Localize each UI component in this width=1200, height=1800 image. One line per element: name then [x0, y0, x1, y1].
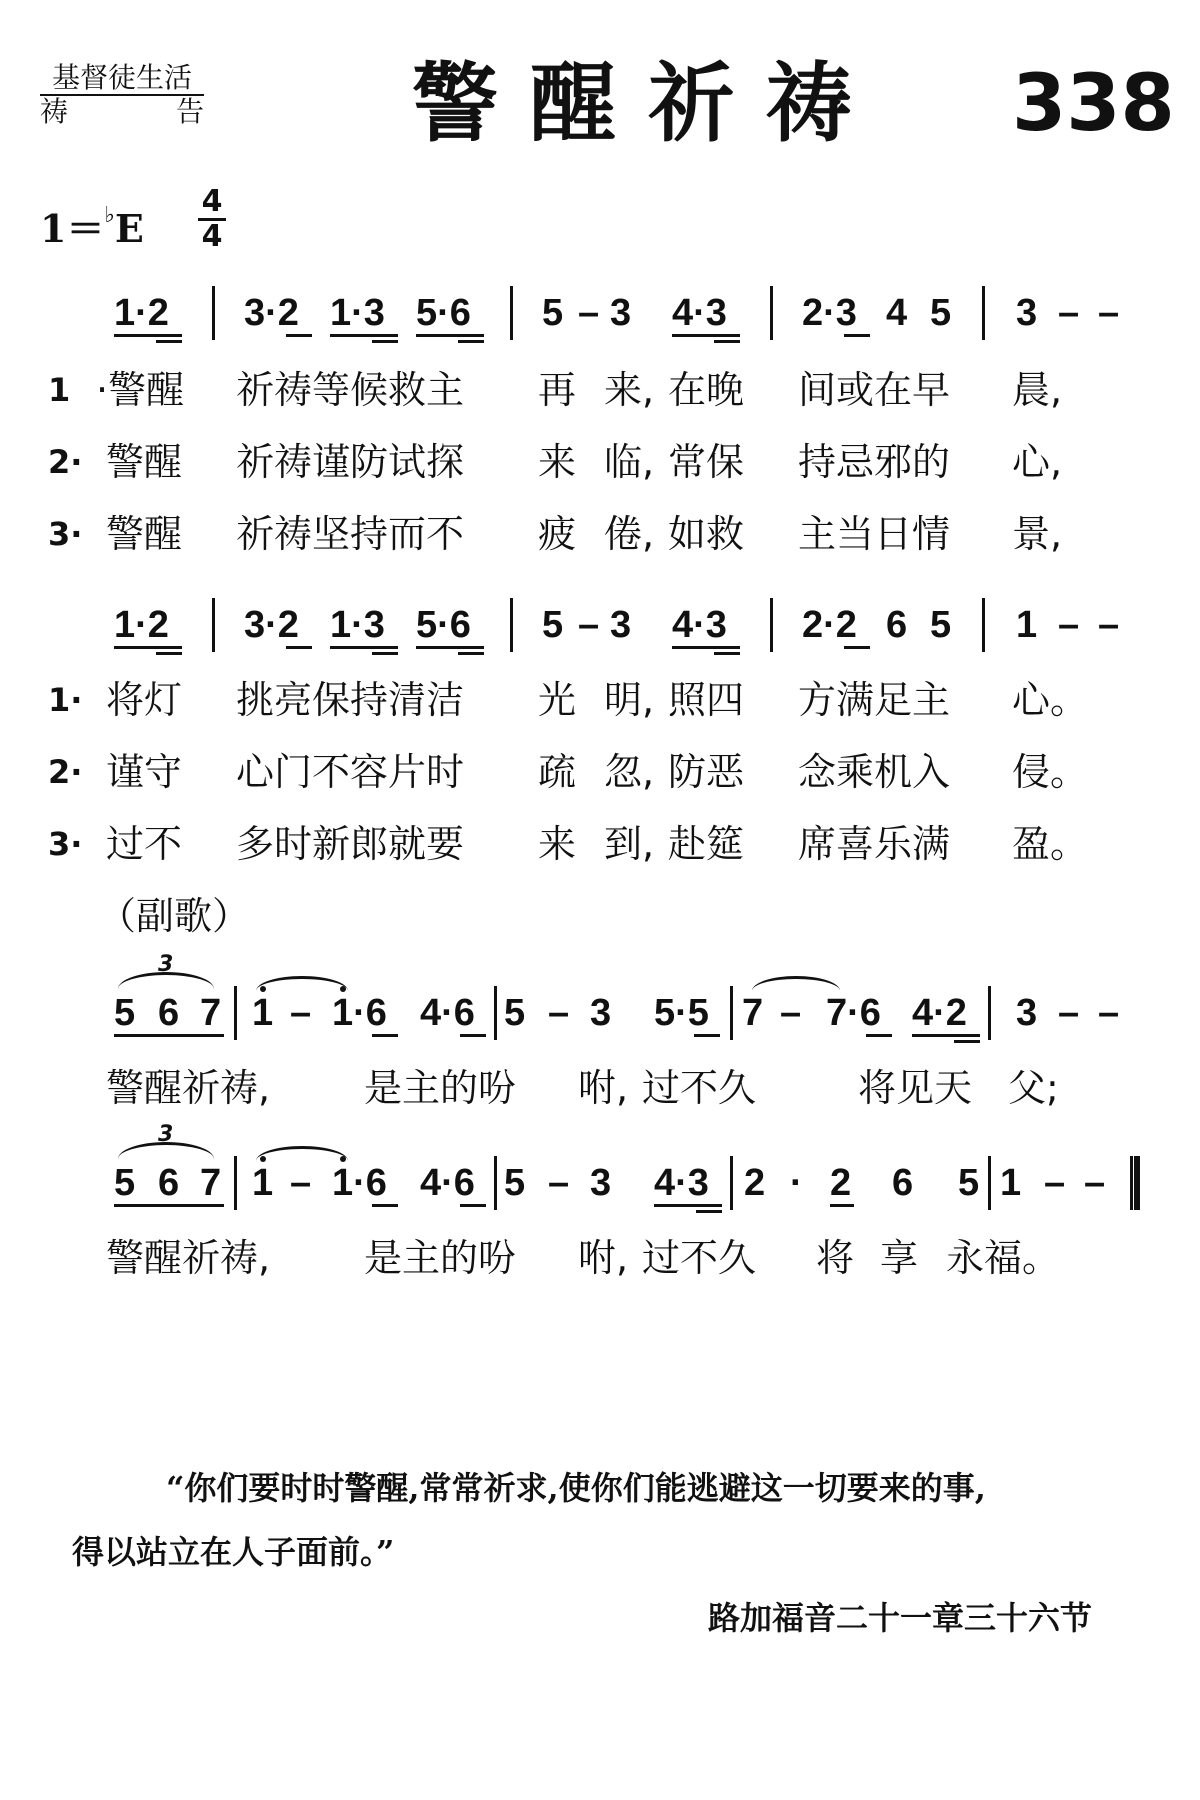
barline	[494, 1156, 497, 1210]
triplet-number: 3	[158, 952, 174, 977]
lyric: 念乘机入	[798, 750, 951, 794]
lyric: 过不久	[642, 1066, 757, 1110]
lyric: 如救	[668, 512, 745, 556]
lyric: 席喜乐满	[798, 822, 951, 866]
verse-number: 1	[48, 371, 71, 409]
lyric: 心。	[1012, 678, 1089, 722]
scripture-quote-line: 得以站立在人子面前。”	[72, 1533, 395, 1571]
note-dash: –	[578, 604, 600, 646]
note: 3	[610, 604, 632, 646]
note: 5	[114, 1162, 136, 1204]
note: 6	[158, 992, 180, 1034]
note: 1	[252, 1162, 274, 1204]
lyric: 挑亮保持清洁	[236, 678, 465, 722]
lyric: 将见天	[858, 1066, 973, 1110]
barline	[234, 1156, 237, 1210]
underline	[714, 340, 740, 343]
lyric: 临,	[604, 440, 655, 484]
lyric: 心门不容片时	[236, 750, 465, 794]
note: 7	[200, 1162, 222, 1204]
barline	[982, 286, 985, 340]
lyric: 光	[538, 678, 577, 722]
category-main-char: 告	[175, 95, 204, 128]
note: 1	[1016, 604, 1038, 646]
note-dash: –	[1044, 1162, 1066, 1204]
note: 5	[542, 292, 564, 334]
lyric: 侵。	[1012, 750, 1089, 794]
lyric: 警醒	[106, 440, 183, 484]
note: 3	[590, 1162, 612, 1204]
underline	[714, 652, 740, 655]
barline	[212, 598, 215, 652]
lyric: 防恶	[668, 750, 745, 794]
lyric: 到,	[604, 822, 655, 866]
lyric: ·警醒	[96, 368, 185, 412]
note: 1·6	[332, 992, 387, 1034]
note: 6	[886, 604, 908, 646]
note: 4·3	[672, 604, 727, 646]
key-do: 1＝	[40, 206, 105, 251]
lyric: 明,	[604, 678, 655, 722]
note: 2	[744, 1162, 766, 1204]
note: 1·2	[114, 292, 169, 334]
music-line	[0, 952, 1200, 1050]
chorus-label: （副歌）	[98, 894, 251, 938]
underline	[458, 652, 484, 655]
lyric: 主当日情	[798, 512, 951, 556]
lyric: 在晚	[668, 368, 745, 412]
note-dash: –	[1058, 604, 1080, 646]
lyric: 来	[538, 822, 577, 866]
note: 7	[742, 992, 764, 1034]
note: 1·3	[330, 604, 385, 646]
category-main-char: 祷	[40, 95, 69, 128]
lyric: 再	[538, 368, 577, 412]
triplet-number: 3	[158, 1122, 174, 1147]
category-main	[40, 96, 204, 128]
lyric: 持忌邪的	[798, 440, 951, 484]
hymn-category	[40, 62, 204, 128]
underline	[912, 1034, 980, 1037]
tie	[256, 976, 348, 991]
note: 3	[1016, 992, 1038, 1034]
note-dash: –	[1084, 1162, 1106, 1204]
barline	[510, 598, 513, 652]
underline	[672, 646, 740, 649]
note-dash: –	[548, 1162, 570, 1204]
lyric: 享	[880, 1236, 919, 1280]
note-dash: –	[1098, 292, 1120, 334]
note: 1·3	[330, 292, 385, 334]
music-line	[0, 290, 1200, 350]
note: 3	[610, 292, 632, 334]
lyric: 祈祷等候救主	[236, 368, 465, 412]
note-dash: –	[1098, 992, 1120, 1034]
underline	[672, 334, 740, 337]
note-dot: ·	[790, 1162, 803, 1204]
lyric: 警醒	[106, 512, 183, 556]
barline	[730, 986, 733, 1040]
barline	[982, 598, 985, 652]
underline	[694, 1034, 720, 1037]
note: 1·6	[332, 1162, 387, 1204]
lyric: 方满足主	[798, 678, 951, 722]
underline	[114, 334, 182, 337]
barline	[494, 986, 497, 1040]
note: 4	[886, 292, 908, 334]
note: 3·2	[244, 604, 299, 646]
underline	[372, 652, 398, 655]
note: 6	[892, 1162, 914, 1204]
barline	[234, 986, 237, 1040]
note: 5	[930, 604, 952, 646]
barline	[730, 1156, 733, 1210]
note: 7	[200, 992, 222, 1034]
verse-number: 2·	[48, 443, 83, 481]
lyric: 是主的吩	[364, 1066, 517, 1110]
underline	[114, 1204, 224, 1207]
underline	[114, 1034, 224, 1037]
lyric: 是主的吩	[364, 1236, 517, 1280]
note: 5	[114, 992, 136, 1034]
lyric: 永福。	[946, 1236, 1061, 1280]
lyric: 倦,	[604, 512, 655, 556]
music-line	[0, 1122, 1200, 1220]
underline	[372, 1204, 398, 1207]
underline	[866, 1034, 892, 1037]
barline	[770, 598, 773, 652]
tie	[752, 976, 840, 991]
category-sub: 基督徒生活	[40, 62, 204, 96]
note-dash: –	[548, 992, 570, 1034]
note: 2·3	[802, 292, 857, 334]
verse-number: 2·	[48, 753, 83, 791]
verse-number: 3·	[48, 825, 83, 863]
lyric: 来	[538, 440, 577, 484]
lyric: 赴筵	[668, 822, 745, 866]
time-denominator: 4	[201, 219, 223, 254]
note: 5·6	[416, 292, 471, 334]
underline	[696, 1210, 722, 1213]
note: 4·6	[420, 992, 475, 1034]
note-dash: –	[780, 992, 802, 1034]
lyric: 祈祷坚持而不	[236, 512, 465, 556]
lyric: 警醒祈祷,	[106, 1236, 271, 1280]
lyric: 谨守	[106, 750, 183, 794]
verse-number: 3·	[48, 515, 83, 553]
note: 2·2	[802, 604, 857, 646]
note: 4·2	[912, 992, 967, 1034]
music-line	[0, 602, 1200, 662]
barline	[988, 986, 991, 1040]
note: 5	[958, 1162, 980, 1204]
lyric: 多时新郎就要	[236, 822, 465, 866]
lyric: 祈祷谨防试探	[236, 440, 465, 484]
lyric: 警醒祈祷,	[106, 1066, 271, 1110]
tie	[256, 1146, 348, 1161]
key-tonic: E	[114, 206, 144, 251]
note-dash: –	[1058, 992, 1080, 1034]
lyric: 常保	[668, 440, 745, 484]
note: 4·6	[420, 1162, 475, 1204]
time-signature	[198, 186, 226, 253]
lyric: 咐,	[578, 1066, 629, 1110]
lyric: 咐,	[578, 1236, 629, 1280]
lyric: 疲	[538, 512, 577, 556]
lyric: 忽,	[604, 750, 655, 794]
underline	[416, 334, 484, 337]
time-numerator: 4	[198, 186, 226, 221]
note-dash: –	[1098, 604, 1120, 646]
note: 1	[1000, 1162, 1022, 1204]
note: 2	[830, 1162, 852, 1204]
barline	[770, 286, 773, 340]
note: 3	[590, 992, 612, 1034]
lyric: 来,	[604, 368, 655, 412]
note: 5	[504, 992, 526, 1034]
note: 5	[930, 292, 952, 334]
underline	[654, 1204, 722, 1207]
final-barline	[1130, 1156, 1140, 1210]
underline	[372, 1034, 398, 1037]
verse-number: 1·	[48, 681, 83, 719]
lyric: 过不	[106, 822, 183, 866]
barline	[510, 286, 513, 340]
underline	[286, 646, 312, 649]
underline	[330, 646, 398, 649]
underline	[156, 652, 182, 655]
underline	[844, 334, 870, 337]
lyric: 心,	[1012, 440, 1063, 484]
underline	[954, 1040, 980, 1043]
underline	[114, 646, 182, 649]
flat-icon: ♭	[104, 202, 115, 229]
lyric: 晨,	[1012, 368, 1063, 412]
underline	[460, 1204, 486, 1207]
note: 7·6	[826, 992, 881, 1034]
underline	[286, 334, 312, 337]
lyric: 过不久	[642, 1236, 757, 1280]
note: 1	[252, 992, 274, 1034]
note: 5	[542, 604, 564, 646]
note: 3·2	[244, 292, 299, 334]
underline	[416, 646, 484, 649]
lyric: 疏	[538, 750, 577, 794]
note: 6	[158, 1162, 180, 1204]
lyric: 父;	[1008, 1066, 1059, 1110]
lyric: 将灯	[106, 678, 183, 722]
underline	[830, 1204, 854, 1207]
underline	[372, 340, 398, 343]
lyric: 照四	[668, 678, 745, 722]
lyric: 景,	[1012, 512, 1063, 556]
barline	[988, 1156, 991, 1210]
scripture-reference: 路加福音二十一章三十六节	[708, 1599, 1093, 1637]
note: 1·2	[114, 604, 169, 646]
underline	[460, 1034, 486, 1037]
hymn-title: 警醒祈祷	[412, 54, 884, 154]
note: 4·3	[654, 1162, 709, 1204]
note-dash: –	[578, 292, 600, 334]
note-dash: –	[1058, 292, 1080, 334]
note: 5·6	[416, 604, 471, 646]
underline	[156, 340, 182, 343]
lyric: 间或在早	[798, 368, 951, 412]
underline	[330, 334, 398, 337]
underline	[844, 646, 870, 649]
note: 3	[1016, 292, 1038, 334]
note-dash: –	[290, 1162, 312, 1204]
underline	[458, 340, 484, 343]
note-dash: –	[290, 992, 312, 1034]
note: 5	[504, 1162, 526, 1204]
lyric: 将	[816, 1236, 855, 1280]
barline	[212, 286, 215, 340]
note: 4·3	[672, 292, 727, 334]
hymn-number: 338	[1012, 59, 1175, 149]
key-signature	[40, 198, 144, 253]
note: 5·5	[654, 992, 709, 1034]
lyric: 盈。	[1012, 822, 1089, 866]
scripture-quote-line: “你们要时时警醒,常常祈求,使你们能逃避这一切要来的事,	[166, 1469, 986, 1507]
